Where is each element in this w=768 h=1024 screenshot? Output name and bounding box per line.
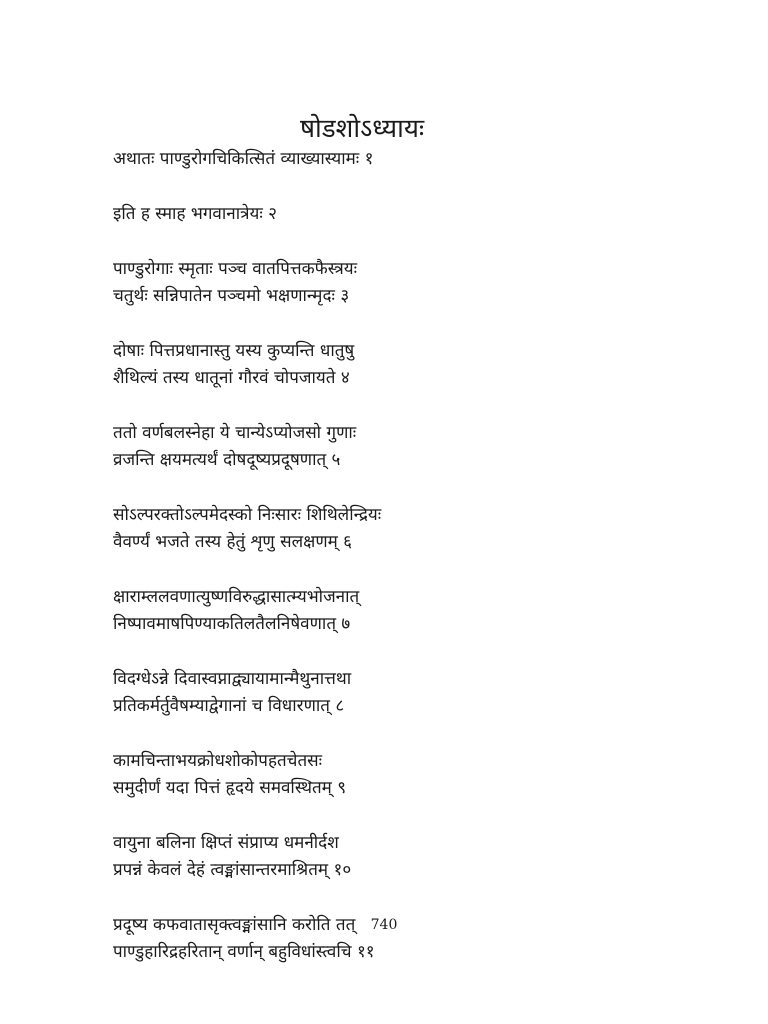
verse-8 — [113, 666, 673, 720]
verse-line: ततो वर्णबलस्नेहा ये चान्येऽप्योजसो गुणाः — [113, 423, 357, 443]
chapter-title: षोडशोऽध्यायः — [300, 114, 425, 144]
verse-line: पाण्डुहारिद्रहरितान् वर्णान् बहुविधांस्त्वचि ११ — [113, 942, 375, 962]
verse-3 — [113, 256, 673, 310]
verse-9 — [113, 748, 673, 802]
verse-line: प्रपन्नं केवलं देहं त्वङ्मांसान्तरमाश्रितम् १० — [113, 860, 352, 880]
verse-line: इति ह स्माह भगवानात्रेयः २ — [113, 204, 278, 224]
verse-list — [113, 146, 673, 966]
verse-line: क्षाराम्ललवणात्युष्णविरुद्धासात्म्यभोजनात् — [113, 587, 360, 607]
verse-line: कामचिन्ताभयक्रोधशोकोपहतचेतसः — [113, 751, 323, 771]
verse-6 — [113, 502, 673, 556]
verse-line: शैथिल्यं तस्य धातूनां गौरवं चोपजायते ४ — [113, 368, 350, 388]
verse-line: अथातः पाण्डुरोगचिकित्सितं व्याख्यास्यामः १ — [113, 149, 374, 169]
verse-line: पाण्डुरोगाः स्मृताः पञ्च वातपित्तकफैस्त्रयः — [113, 259, 358, 279]
verse-line: प्रदूष्य कफवातासृक्त्वङ्मांसानि करोति तत् — [113, 915, 356, 935]
verse-line: सोऽल्परक्तोऽल्पमेदस्को निःसारः शिथिलेन्द्रियः — [113, 505, 382, 525]
verse-line: निष्पावमाषपिण्याकतिलतैलनिषेवणात् ७ — [113, 614, 351, 634]
verse-line: प्रतिकर्मर्तुवैषम्याद्वेगानां च विधारणात् ८ — [113, 696, 345, 716]
verse-7 — [113, 584, 673, 638]
verse-line: वायुना बलिना क्षिप्तं संप्राप्य धमनीर्दश — [113, 833, 339, 853]
verse-line: दोषाः पित्तप्रधानास्तु यस्य कुप्यन्ति धातुषु — [113, 341, 355, 361]
verse-line: व्रजन्ति क्षयमत्यर्थं दोषदूष्यप्रदूषणात् ५ — [113, 450, 341, 470]
verse-5 — [113, 420, 673, 474]
verse-2 — [113, 201, 673, 228]
verse-4 — [113, 338, 673, 392]
page-number: 740 — [370, 917, 398, 933]
verse-line: वैवर्ण्यं भजते तस्य हेतुं शृणु सलक्षणम् ६ — [113, 532, 353, 552]
verse-line: विदग्धेऽन्ने दिवास्वप्नाद्व्यायामान्मैथुनात्तथा — [113, 669, 352, 689]
verse-10 — [113, 830, 673, 884]
verse-1 — [113, 146, 673, 173]
verse-line: समुदीर्णं यदा पित्तं हृदये समवस्थितम् ९ — [113, 778, 347, 798]
verse-line: चतुर्थः सन्निपातेन पञ्चमो भक्षणान्मृदः ३ — [113, 286, 350, 306]
